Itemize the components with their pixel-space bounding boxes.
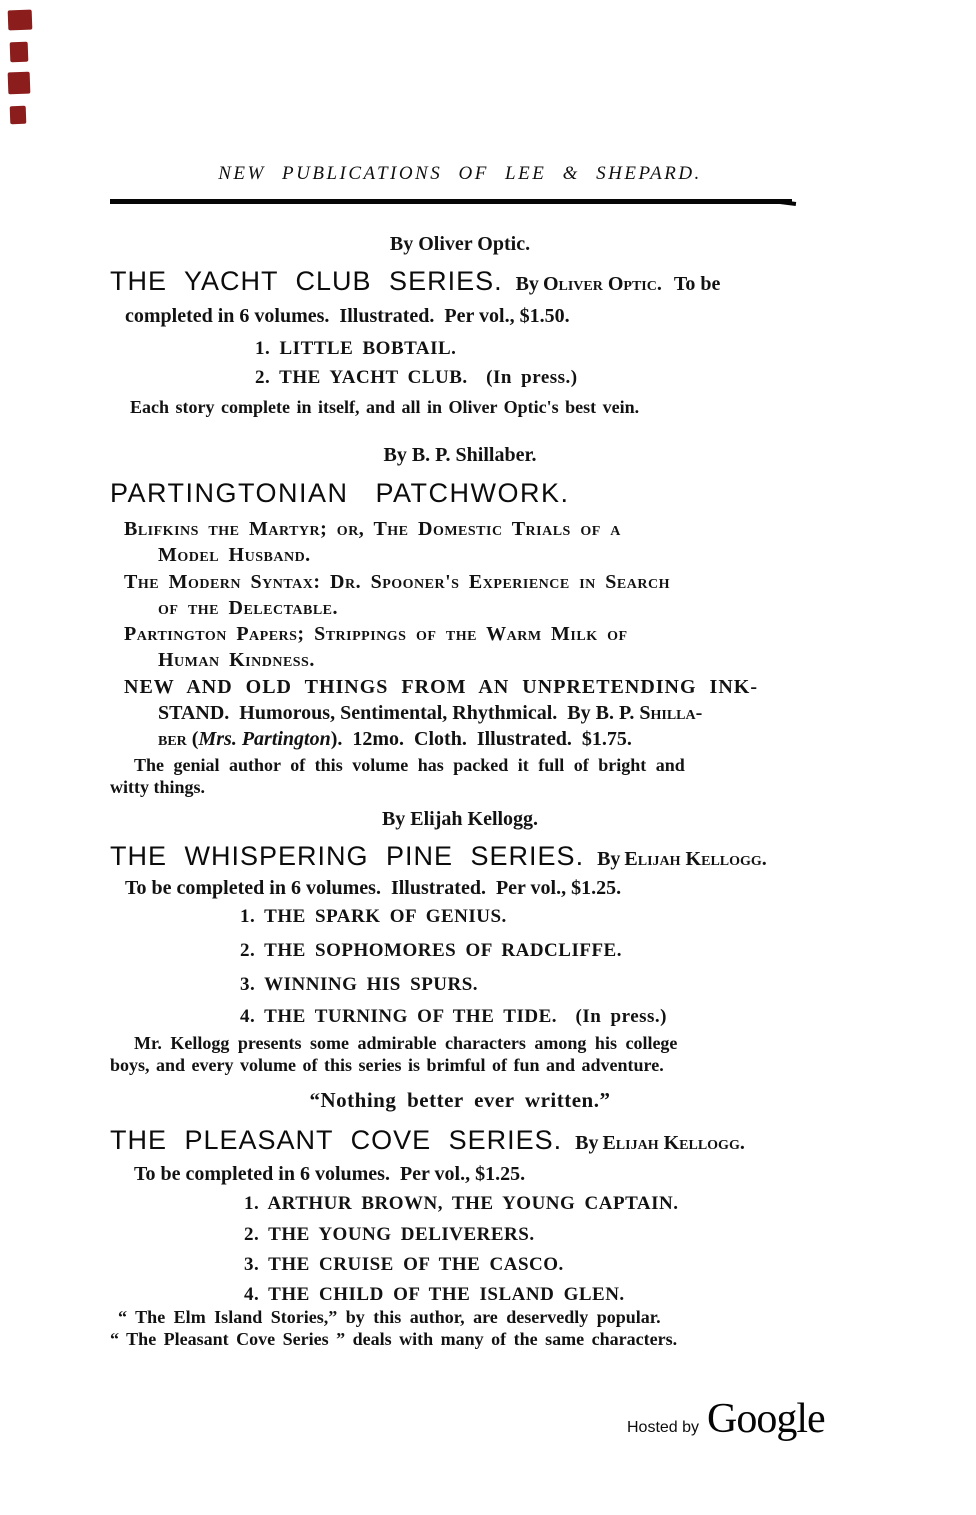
section-note-line: witty things.: [110, 777, 206, 797]
section-note-line: “ The Pleasant Cove Series ” deals with many of the same characters.: [110, 1329, 678, 1349]
pleasant-cove-series-heading: THE PLEASANT COVE SERIES. By Elijah Kellogg.: [110, 1125, 745, 1155]
series-author: Elijah Kellogg.: [602, 1132, 745, 1154]
section-note-line: boys, and every volume of this series is brimful of fun and adventure.: [110, 1055, 664, 1075]
series-author: Elijah Kellogg.: [624, 848, 767, 870]
list-item: 1. THE SPARK OF GENIUS.: [240, 906, 507, 927]
book-entry-line: of the Delectable.: [158, 597, 338, 619]
series-author: Oliver Optic.: [542, 273, 662, 295]
ink-mark: [8, 72, 31, 95]
book-entry-line: Blifkins the Martyr; or, The Domestic Trials of a: [124, 518, 621, 540]
italic-title: Mrs. Partington: [198, 728, 331, 750]
list-item: 2. THE YACHT CLUB. (In press.): [255, 367, 578, 388]
horizontal-rule: [110, 199, 792, 204]
series-note: Each story complete in itself, and all in Oliver Optic's best vein.: [130, 397, 640, 417]
list-item: 3. THE CRUISE OF THE CASCO.: [244, 1254, 564, 1275]
series-title: THE PLEASANT COVE SERIES.: [110, 1125, 563, 1155]
list-item: 1. ARTHUR BROWN, THE YOUNG CAPTAIN.: [244, 1193, 679, 1214]
whispering-pine-series-heading: THE WHISPERING PINE SERIES. By Elijah Kellogg.: [110, 841, 767, 871]
google-logo: Google: [707, 1396, 825, 1442]
running-head-text: NEW PUBLICATIONS OF LEE & SHEPARD.: [218, 163, 702, 184]
book-entry-line: Model Husband.: [158, 544, 311, 566]
ink-mark: [8, 10, 33, 31]
whispering-pine-series-detail: To be completed in 6 volumes. Illustrated. Per vol., $1.25.: [125, 877, 622, 899]
section-note-line: Mr. Kellogg presents some admirable characters among his college: [134, 1033, 678, 1053]
book-entry-line: Human Kindness.: [158, 649, 315, 671]
list-item: 3. WINNING HIS SPURS.: [240, 974, 479, 995]
book-entry-line: Partington Papers; Strippings of the Warm Milk of: [124, 623, 628, 645]
section-note-line: “ The Elm Island Stories,” by this author, are deservedly popular.: [118, 1307, 661, 1327]
partingtonian-patchwork-heading: [110, 478, 810, 509]
book-entry-line: NEW AND OLD THINGS FROM AN UNPRETENDING INK-: [124, 676, 758, 698]
yacht-club-series-detail: completed in 6 volumes. Illustrated. Per vol., $1.50.: [125, 305, 570, 327]
red-ink-marks: [6, 8, 40, 138]
list-item: 1. LITTLE BOBTAIL.: [255, 338, 457, 359]
byline-shillaber: By B. P. Shillaber.: [383, 444, 537, 466]
ink-mark: [10, 42, 29, 63]
section-note-line: The genial author of this volume has packed it full of bright and: [134, 755, 685, 775]
series-title: THE YACHT CLUB SERIES.: [110, 266, 503, 296]
yacht-club-series-heading: THE YACHT CLUB SERIES. By Oliver Optic. To be: [110, 266, 721, 296]
byline-oliver-optic: By Oliver Optic.: [389, 233, 531, 255]
byline-elijah-kellogg: By Elijah Kellogg.: [381, 808, 539, 830]
series-title: THE WHISPERING PINE SERIES.: [110, 841, 585, 871]
running-head: [110, 163, 810, 185]
list-item: 2. THE YOUNG DELIVERERS.: [244, 1224, 535, 1245]
list-item: 2. THE SOPHOMORES OF RADCLIFFE.: [240, 940, 622, 961]
pleasant-cove-series-detail: To be completed in 6 volumes. Per vol., $1.25.: [134, 1163, 526, 1185]
ink-mark: [10, 106, 27, 125]
series-title: PARTINGTONIAN PATCHWORK.: [110, 478, 570, 508]
list-item: 4. THE TURNING OF THE TIDE. (In press.): [240, 1006, 667, 1027]
pull-quote: “Nothing better ever written.”: [309, 1088, 611, 1112]
book-entry-line: ber (Mrs. Partington). 12mo. Cloth. Illustrated. $1.75.: [158, 728, 632, 750]
hosted-by-google-watermark: [627, 1398, 825, 1440]
book-entry-line: STAND. Humorous, Sentimental, Rhythmical. By B. P. Shilla-: [158, 702, 703, 724]
book-entry-line: The Modern Syntax: Dr. Spooner's Experience in Search: [124, 571, 670, 593]
list-item: 4. THE CHILD OF THE ISLAND GLEN.: [244, 1284, 625, 1305]
hosted-by-label: Hosted by: [627, 1419, 700, 1436]
